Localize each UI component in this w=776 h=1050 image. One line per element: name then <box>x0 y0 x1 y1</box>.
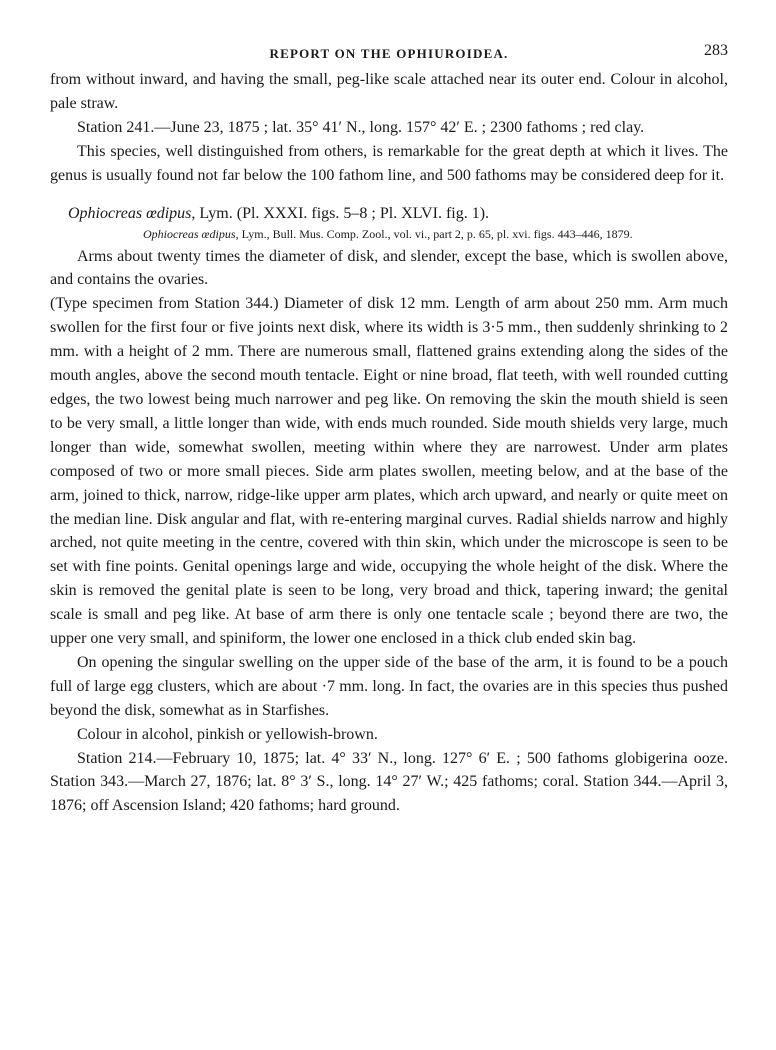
running-title: REPORT ON THE OPHIUROIDEA. <box>269 46 509 61</box>
paragraph-colour: Colour in alcohol, pinkish or yellowish-brown. <box>77 725 378 743</box>
page <box>50 38 728 818</box>
page-header <box>50 38 728 68</box>
body-text <box>50 68 728 818</box>
species-name: Ophiocreas œdipus <box>68 204 192 222</box>
species-citation <box>143 226 728 243</box>
species-heading <box>50 202 728 226</box>
citation-name: Ophiocreas œdipus <box>143 226 236 241</box>
paragraph-arms: Arms about twenty times the diameter of disk, and slender, except the base, which is swollen above, and contains the ovaries. <box>50 247 728 289</box>
paragraph-stations: Station 214.—February 10, 1875; lat. 4° 33′ N., long. 127° 6′ E. ; 500 fathoms globigerina ooze. Station 343.—March 27, 1876; lat. 8° 3′ S., long. 14° 27′ W.; 425 fathoms; coral. Station 344.—April 3, 1876; off Ascension Island; 420 fathoms; hard ground. <box>50 749 728 815</box>
page-number: 283 <box>704 42 728 59</box>
paragraph-continuation: from without inward, and having the small, peg-like scale attached near its outer end. Colour in alcohol, pale straw. <box>50 71 728 112</box>
species-authority: , Lym. (Pl. XXXI. figs. 5–8 ; Pl. XLVI. fig. 1). <box>191 204 490 222</box>
paragraph-description: (Type specimen from Station 344.) Diameter of disk 12 mm. Length of arm about 250 mm. Arm much swollen for the first four or five joints next disk, where its width is 3·5 mm., then suddenly shrinking to 2 mm. with a height of 2 mm. There are numerous small, flattened grains extending along the sides of the mouth angles, above the second mouth tentacle. Eight or nine broad, flat teeth, with well rounded cutting edges, the two lowest being much narrower and peg like. On removing the skin the mouth shield is seen to be very small, a little longer than wide, with ends much rounded. Side mouth shields very large, much longer than wide, somewhat swollen, meeting within where they are narrowest. Under arm plates composed of two or more small pieces. Side arm plates swollen, meeting below, and at the base of the arm, joined to thick, narrow, ridge-like upper arm plates, which arch upward, and nearly or quite meet on the median line. Disk angular and flat, with re-entering marginal curves. Radial shields narrow and highly arched, not quite meeting in the centre, covered with thin skin, which under the microscope is seen to be set with fine points. Genital openings large and wide, occupying the whole height of the disk. Where the skin is removed the genital plate is seen to be long, very broad and thick, tapering inward; the genital scale is small and peg like. At base of arm there is only one tentacle scale ; beyond there are two, the upper one very small, and spiniform, the lower one enclosed in a thick club ended skin bag. <box>50 295 728 648</box>
paragraph-species-remark: This species, well distinguished from others, is remarkable for the great depth at which it lives. The genus is usually found not far below the 100 fathom line, and 500 fathoms may be considered deep for it. <box>50 142 728 184</box>
citation-details: , Lym., Bull. Mus. Comp. Zool., vol. vi., part 2, p. 65, pl. xvi. figs. 443–446, 1879. <box>235 226 633 241</box>
paragraph-swelling: On opening the singular swelling on the upper side of the base of the arm, it is found to be a pouch full of large egg clusters, which are about ·7 mm. long. In fact, the ovaries are in this species thus pushed beyond the disk, somewhat as in Starfishes. <box>50 653 728 719</box>
paragraph-station-241: Station 241.—June 23, 1875 ; lat. 35° 41′ N., long. 157° 42′ E. ; 2300 fathoms ; red clay. <box>77 118 645 136</box>
